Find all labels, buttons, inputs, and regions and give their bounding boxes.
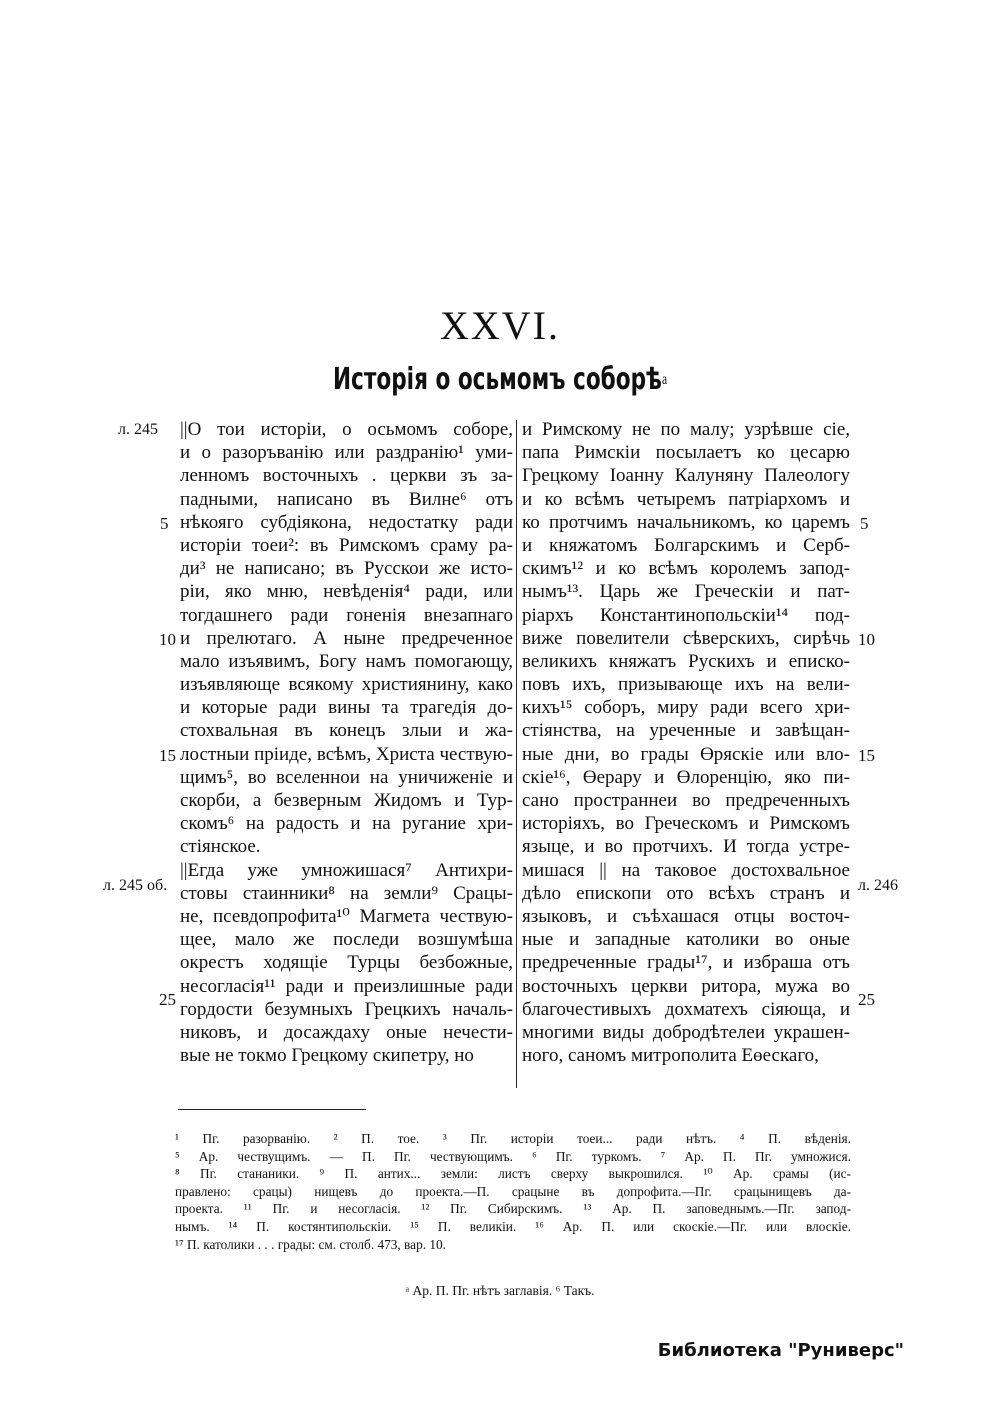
- text-line: мишася || на таковое достохвальное: [522, 859, 850, 881]
- text-line: не, псевдопрофита¹⁰ Магмета чествую-: [180, 905, 513, 927]
- text-line: изъявляюще всякому християнину, како: [180, 674, 513, 696]
- text-line: никовъ, и досаждаху оные нечести-: [180, 1021, 513, 1043]
- text-line: языце, и во протчихъ. И тогда устре-: [522, 836, 850, 858]
- left-text-column: [180, 418, 513, 1067]
- text-line: папа Римскіи посылаетъ ко цесарю: [522, 442, 850, 464]
- text-line: ные и западные католики во оные: [522, 929, 850, 951]
- text-line: стіянское.: [180, 836, 261, 858]
- chapter-title: [0, 360, 1000, 400]
- margin-note-folio-245: л. 245: [118, 421, 158, 438]
- text-line: ди³ не написано; въ Русскои же исто-: [180, 558, 513, 580]
- text-line: скорби, а безверным Жидомъ и Тур-: [180, 790, 513, 811]
- line-number-left-15: 15: [159, 746, 176, 765]
- text-line: благочестивыхъ дохматехъ сіяюща, и: [522, 998, 850, 1020]
- text-line: сано пространнеи во предреченныхъ: [522, 790, 850, 811]
- text-line: и которые ради вины та трагедія до-: [180, 697, 513, 719]
- text-line: скомъ⁶ на радость и на ругание хри-: [180, 813, 513, 835]
- column-divider: [516, 420, 517, 1088]
- footnote-line: проекта. ¹¹ Пг. и несогласія. ¹² Пг. Сибирскимъ. ¹³ Ар. П. заповеднымъ.—Пг. запод-: [175, 1201, 851, 1217]
- footnote-rule: [178, 1109, 366, 1110]
- footnote-line: правлено: срацы) нищевъ до проекта.—П. срацыне въ допрофита.—Пг. срацынищевъ да-: [175, 1183, 851, 1199]
- line-number-right-25: 25: [858, 990, 875, 1009]
- text-line: и прелютаго. А ныне предреченное: [180, 627, 513, 649]
- footnote-line: ¹ Пг. разорванію. ² П. тое. ³ Пг. исторіи тоеи... ради нѣтъ. ⁴ П. вѣденія.: [175, 1131, 851, 1146]
- text-line: виже повелители сѣверскихъ, сирѣчь: [522, 627, 850, 649]
- title-note-mark: а: [661, 371, 668, 388]
- text-line: вые не токмо Грецкому скипетру, но: [180, 1045, 474, 1067]
- text-line: щее, мало же последи возшумѣша: [180, 929, 513, 951]
- text-line: ріи, яко мню, невѣденія⁴ ради, или: [180, 581, 513, 603]
- library-watermark: Библиотека "Руниверс": [657, 1340, 904, 1361]
- line-number-right-5: 5: [860, 514, 869, 533]
- text-line: несогласія¹¹ ради и преизлишные ради: [180, 975, 513, 997]
- text-line: повъ ихъ, призывающе ихъ на вели-: [522, 674, 850, 696]
- margin-note-folio-246: л. 246: [858, 877, 898, 894]
- text-line: ного, саномъ митрополита Еөескаго,: [522, 1045, 819, 1067]
- text-line: ||О тои исторіи, о осьмомъ соборе,: [180, 419, 513, 440]
- text-line: восточныхъ церкви ритора, мужа во: [522, 975, 850, 997]
- text-line: языковъ, и съѣхашася отцы восточ-: [522, 905, 850, 927]
- footnote-line: ¹⁷ П. католики . . . грады: см. столб. 473, вар. 10.: [175, 1236, 446, 1252]
- text-line: многими виды добродѣтелеи украшен-: [522, 1021, 850, 1043]
- line-number-right-15: 15: [858, 746, 875, 765]
- text-line: ные дни, во грады Өряскіе или вло-: [522, 743, 850, 765]
- text-line: великихъ княжатъ Рускихъ и еписко-: [522, 650, 850, 672]
- chapter-title-text: Исторія о осьмомъ соборѣ: [332, 362, 662, 397]
- line-number-left-25: 25: [159, 990, 176, 1009]
- text-line: гордости безумныхъ Грецкихъ началь-: [180, 998, 513, 1020]
- line-number-left-5: 5: [160, 514, 169, 533]
- margin-note-folio-245-verso: л. 245 об.: [103, 877, 168, 894]
- text-line: ко протчимъ начальникомъ, ко царемъ: [522, 511, 850, 533]
- footnote-line: ⁸ Пг. стананики. ⁹ П. антих... земли: листъ сверху выкрошился. ¹⁰ Ар. срамы (ис-: [175, 1166, 851, 1182]
- text-line: щимъ⁵, во вселеннои на уничиженіе и: [180, 766, 513, 788]
- text-line: тогдашнего ради гоненія внезапнаго: [180, 604, 513, 626]
- text-line: скимъ¹² и ко всѣмъ королемъ запод-: [522, 558, 850, 580]
- text-line: и о разоръванію или раздранію¹ уми-: [180, 442, 513, 464]
- text-line: скіе¹⁶, Өерару и Өлоренцію, яко пи-: [522, 766, 850, 788]
- text-line: ленномъ восточныхъ . церкви зъ за-: [180, 465, 513, 487]
- line-number-right-10: 10: [858, 630, 875, 649]
- footnote-line: ⁵ Ар. чествущимъ. — П. Пг. чествующимъ. ⁶ Пг. туркомъ. ⁷ Ар. П. Пг. умножися.: [175, 1148, 851, 1164]
- text-line: Грецкому Іоанну Калуняну Палеологу: [522, 465, 850, 487]
- text-line: ||Егда уже умножишася⁷ Антихри-: [180, 859, 513, 881]
- footnotes-block: [175, 1130, 851, 1253]
- text-line: стовы стаинники⁸ на земли⁹ Срацы-: [180, 882, 513, 904]
- text-line: ріархъ Константинопольскіи¹⁴ под-: [522, 604, 850, 626]
- chapter-number: XXVI.: [440, 303, 560, 348]
- text-line: стохвальная въ конецъ злыи и жа-: [180, 720, 513, 742]
- text-line: падными, написано въ Вилне⁶ отъ: [180, 488, 513, 510]
- text-line: мало изъявимъ, Богу намъ помогающу,: [180, 650, 513, 672]
- text-line: стіянства, на уреченные и завѣщан-: [522, 720, 850, 742]
- text-line: лостныи пріиде, всѣмъ, Христа чествую-: [180, 743, 513, 765]
- text-line: предреченные грады¹⁷, и избраша отъ: [522, 952, 850, 974]
- text-line: исторіи тоеи²: въ Римскомъ сраму ра-: [180, 534, 513, 556]
- text-line: дѣло епископи ото всѣхъ странъ и: [522, 882, 850, 904]
- text-line: исторіяхъ, во Греческомъ и Римскомъ: [522, 813, 850, 835]
- right-text-column: [522, 418, 850, 1067]
- text-line: и княжатомъ Болгарскимъ и Серб-: [522, 534, 850, 556]
- text-line: нымъ¹³. Царь же Греческіи и пат-: [522, 581, 850, 603]
- text-line: и Римскому не по малу; узрѣвше сіе,: [522, 419, 850, 440]
- title-footnote: ᵃ Ар. П. Пг. нѣтъ заглавія. ⁶ Такъ.: [405, 1283, 595, 1298]
- text-line: нѣкояго субдіякона, недостатку ради: [180, 511, 513, 533]
- text-line: окрестъ ходящіе Турцы безбожные,: [180, 952, 513, 974]
- line-number-left-10: 10: [159, 630, 176, 649]
- footnote-line: нымъ. ¹⁴ П. костянтипольскіи. ¹⁵ П. великіи. ¹⁶ Ар. П. или скоскіе.—Пг. или влоскіе.: [175, 1218, 851, 1234]
- text-line: и ко всѣмъ четыремъ патріархомъ и: [522, 488, 850, 510]
- text-line: кихъ¹⁵ соборъ, миру ради всего хри-: [522, 697, 850, 719]
